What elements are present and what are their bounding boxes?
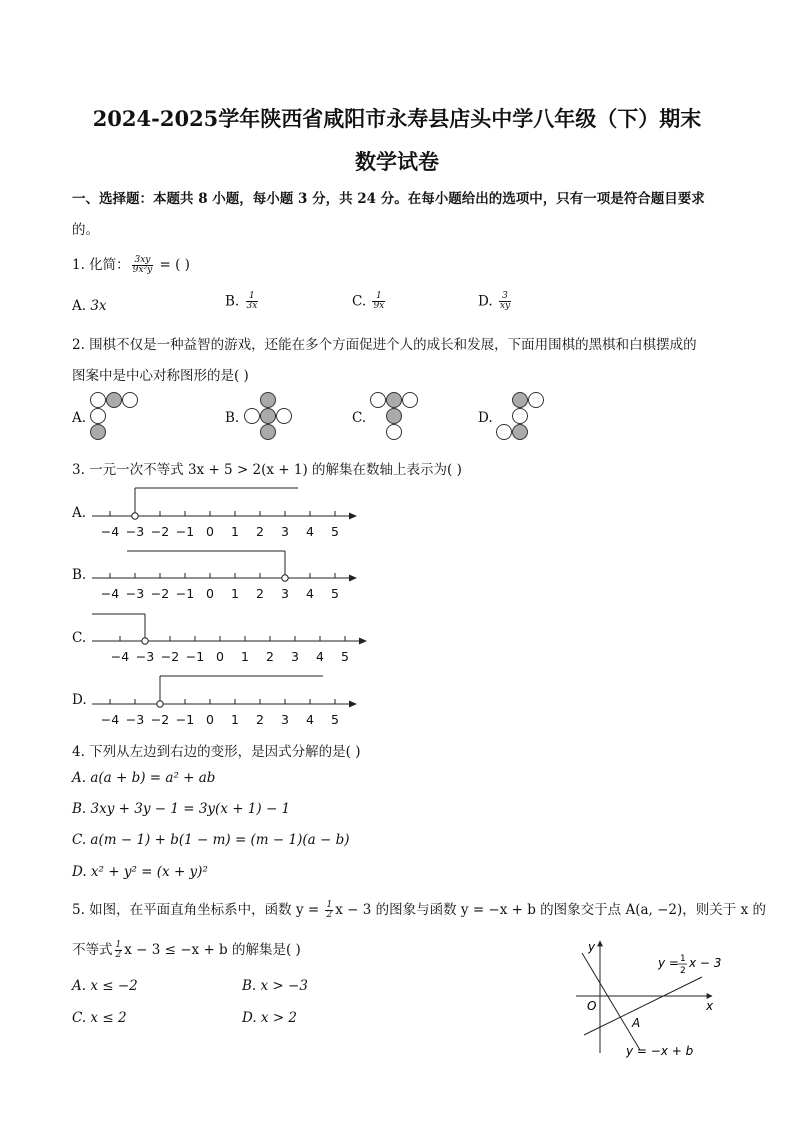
number-line-tick-label: 2 [256,712,264,727]
number-line-tick-label: −4 [100,524,120,539]
white-stone [277,409,292,424]
q4-option-a[interactable]: A. a(a + b) = a² + ab [72,770,216,786]
number-line-tick-label: −3 [125,586,145,601]
q5-option-d[interactable]: D. x > 2 [242,1010,298,1026]
number-line-tick-label: 3 [281,712,289,727]
question-3-stem: 3. 一元一次不等式 3x + 5 > 2(x + 1) 的解集在数轴上表示为( ) [72,462,462,478]
question-1-stem [72,253,190,275]
number-line-arrow [349,575,357,582]
q3-option-c-label[interactable]: C. [72,630,87,646]
black-stone [261,393,276,408]
q1-option-c[interactable] [352,292,387,312]
number-line-arrow [349,701,357,708]
white-stone [245,409,260,424]
number-line-tick-label: −4 [100,712,120,727]
q5-half-fraction [325,901,333,921]
number-line-arrow [349,513,357,520]
black-stone [387,409,402,424]
origin-label: O [587,999,597,1013]
number-line-tick-label: 4 [306,524,314,539]
q3-option-d-label[interactable]: D. [72,692,87,708]
line1-label-b: x − 3 [689,956,722,970]
black-stone [513,425,528,440]
black-stone [261,409,276,424]
number-line-tick-label: −4 [110,649,130,664]
line1-label-den: 2 [680,966,686,976]
number-line-tick-label: 5 [331,524,339,539]
number-line-tick-label: −3 [125,712,145,727]
q1-option-d-den: xy [499,301,511,312]
number-line-tick-label: 1 [231,712,239,727]
number-line-tick-label: −3 [125,524,145,539]
page-subtitle: 数学试卷 [355,149,439,174]
number-line-tick-label: 5 [331,712,339,727]
q5-line2-a: 不等式 [72,942,113,958]
number-line-tick-label: −2 [150,586,170,601]
q2-option-d-label[interactable]: D. [478,410,493,426]
number-line-tick-label: 0 [206,524,214,539]
number-line-tick-label: 1 [241,649,249,664]
black-stone [91,425,106,440]
q1-option-a[interactable] [72,298,107,314]
q1-option-d[interactable] [478,292,513,312]
number-line-tick-label: 5 [341,649,349,664]
question-4-stem: 4. 下列从左边到右边的变形，是因式分解的是( ) [72,744,361,760]
q1-numerator: 3xy [134,254,151,265]
number-line-tick-label: −1 [175,586,195,601]
number-line-tick-label: 5 [331,586,339,601]
q1-option-c-fraction [372,292,385,312]
q1-option-d-fraction [499,292,511,312]
section-instructions [72,187,705,207]
white-stone [403,393,418,408]
number-line-tick-label: −4 [100,586,120,601]
q1-option-d-label: D. [478,293,497,310]
go-stones-diagram [0,388,794,444]
number-line-tick-label: −2 [160,649,180,664]
number-line-tick-label: −2 [150,712,170,727]
number-line-tick-label: −1 [175,712,195,727]
q5-coordinate-graph [570,935,730,1060]
number-line-tick-label: 4 [306,712,314,727]
question-5-stem-1 [72,898,766,920]
point-a-label: A [632,1016,641,1030]
white-stone [91,393,106,408]
open-endpoint [132,513,138,519]
number-line-tick-label: 3 [281,586,289,601]
section-line-1: 一、选择题：本题共 8 小题，每小题 3 分，共 24 分。在每小题给出的选项中，只有一项是符合题目要求 [72,191,705,207]
y-axis-label: y [588,940,596,954]
number-line-tick-label: 4 [316,649,324,664]
number-line-tick-label: −3 [135,649,155,664]
q5-half-fraction-2 [115,941,123,961]
number-line-tick-label: 3 [291,649,299,664]
page-title: 2024-2025学年陕西省咸阳市永寿县店头中学八年级（下）期末 [92,106,702,131]
q5-half-den: 2 [326,910,333,920]
q1-option-b-den: 3x [246,301,258,312]
line1-label-a: y = [658,956,679,970]
q4-option-d[interactable]: D. x² + y² = (x + y)² [72,864,208,880]
open-endpoint [282,575,288,581]
white-stone [529,393,544,408]
number-line-tick-label: 1 [231,586,239,601]
black-stone [107,393,122,408]
white-stone [513,409,528,424]
q1-option-b-num: 1 [249,291,255,301]
q5-option-b[interactable]: B. x > −3 [242,978,308,994]
number-line-tick-label: 2 [256,524,264,539]
q2-option-a-label[interactable]: A. [72,410,87,426]
q2-option-c-label[interactable]: C. [352,410,367,426]
q5-line2-b: x − 3 ≤ −x + b 的解集是( ) [124,942,301,958]
line1-label-num: 1 [680,954,686,964]
q5-half-num: 1 [326,899,333,910]
open-endpoint [157,701,163,707]
q4-option-c[interactable]: C. a(m − 1) + b(1 − m) = (m − 1)(a − b) [72,832,350,848]
question-2-stem-2: 图案中是中心对称图形的是( ) [72,368,249,384]
white-stone [371,393,386,408]
q1-suffix: = ( ) [155,257,190,273]
number-line-tick-label: 2 [256,586,264,601]
q5-half-num-2: 1 [115,939,122,950]
number-line-tick-label: 1 [231,524,239,539]
white-stone [91,409,106,424]
white-stone [497,425,512,440]
q3-option-b-label[interactable]: B. [72,567,87,583]
number-line-tick-label: 0 [216,649,224,664]
q2-option-b-label[interactable]: B. [225,410,240,426]
line2-label: y = −x + b [626,1044,694,1058]
section-instructions-cont: 的。 [72,222,99,238]
number-line-tick-label: −2 [150,524,170,539]
number-line-tick-label: 0 [206,586,214,601]
number-line-tick-label: 2 [266,649,274,664]
black-stone [387,393,402,408]
q1-option-b-label: B. [225,293,244,310]
black-stone [513,393,528,408]
q1-prefix: 1. 化简： [72,257,130,273]
x-axis-label: x [706,999,714,1013]
q5-line1-b: x − 3 的图象与函数 y = −x + b 的图象交于点 A(a, −2)，则关于 x 的 [335,902,766,918]
q1-fraction [132,256,154,276]
number-line-tick-label: −1 [185,649,205,664]
question-2-stem-1: 2. 围棋不仅是一种益智的游戏，还能在多个方面促进个人的成长和发展，下面用围棋的黑棋和白棋摆成的 [72,337,697,353]
number-line-tick-label: −1 [175,524,195,539]
q1-option-a-text: 3x [90,298,107,314]
q3-option-a-label[interactable]: A. [72,505,87,521]
number-line-options [0,478,794,733]
q5-line1-a: 5. 如图，在平面直角坐标系中，函数 y = [72,902,324,918]
q5-half-den-2: 2 [115,950,122,960]
number-line-tick-label: 4 [306,586,314,601]
q1-denominator: 9x²y [132,265,153,275]
q1-option-b-fraction [246,292,259,312]
q1-option-c-den: 9x [373,301,385,312]
question-5-stem-2 [72,938,301,960]
q1-option-c-label: C. [352,293,371,310]
number-line-arrow [359,638,367,645]
q4-option-b[interactable]: B. 3xy + 3y − 1 = 3y(x + 1) − 1 [72,801,291,817]
number-line-tick-label: 0 [206,712,214,727]
q5-option-a[interactable]: A. x ≤ −2 [72,978,138,994]
q5-option-c[interactable]: C. x ≤ 2 [72,1010,127,1026]
q1-option-d-num: 3 [502,291,508,301]
q1-option-a-label: A. [72,298,91,314]
q1-option-c-num: 1 [375,291,382,301]
black-stone [261,425,276,440]
number-line-tick-label: 3 [281,524,289,539]
white-stone [123,393,138,408]
white-stone [387,425,402,440]
q1-option-b[interactable] [225,292,260,312]
open-endpoint [142,638,148,644]
